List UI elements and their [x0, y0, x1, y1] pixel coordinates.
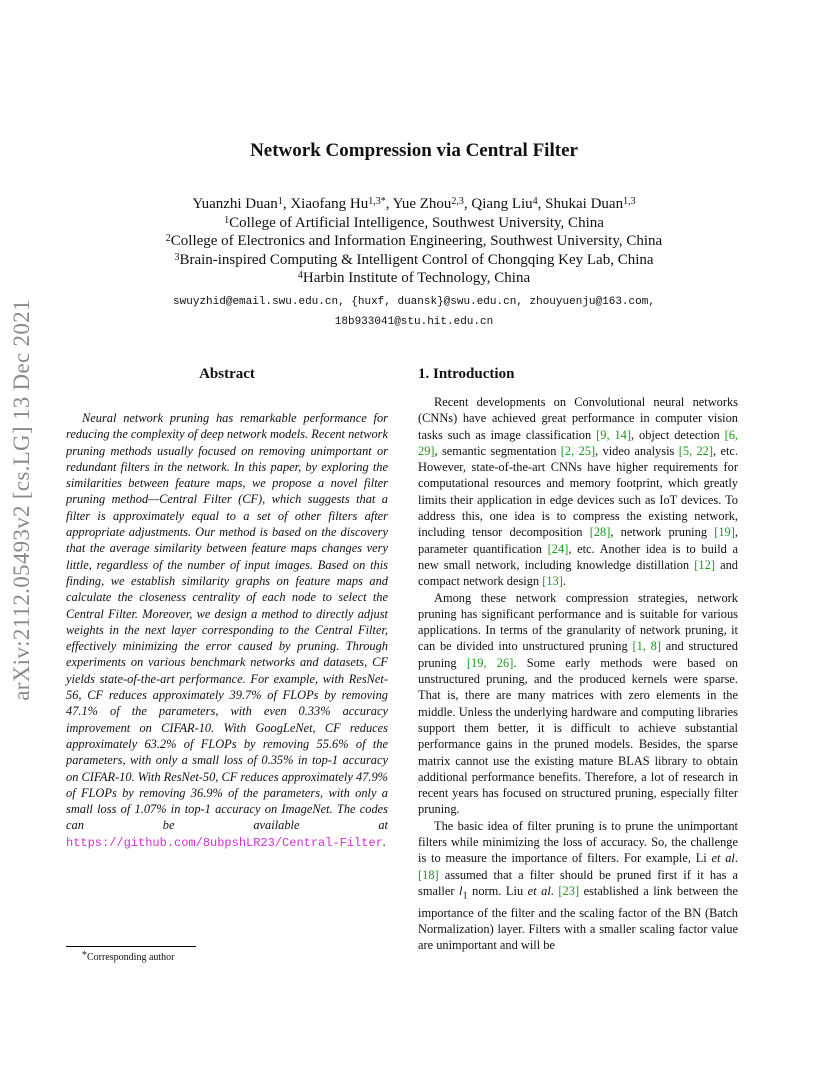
citation-link[interactable]: [18]	[418, 867, 439, 882]
affil-sup: 3	[174, 251, 180, 263]
email-line-2: 18b933041@stu.hit.edu.cn	[334, 316, 494, 328]
intro-paragraph-3: The basic idea of filter pruning is to prune the unimportant filters while minimizing the loss of accuracy. So, the challenge is to measure the importance of filters. For example, Li et al. [18] assumed that a filter should be pruned first if it has a smaller $l_1$ norm. Liu et al. [23] established a link between the importance of the filter and the scaling factor of the BN (Batch Normalization) layer. Filters with a smaller scaling factor value are unimportant and will be	[418, 818, 738, 953]
author-affil-sup: 1	[277, 196, 283, 207]
author-name: Yuanzhi Duan	[192, 196, 278, 212]
citation-link[interactable]: [13]	[542, 574, 563, 589]
subscript: 1	[462, 890, 468, 902]
affiliations	[0, 214, 828, 288]
citation-link[interactable]: [23]	[558, 883, 580, 898]
affiliation-line	[0, 269, 828, 288]
affil-sup: 1	[224, 214, 230, 226]
emphasis: l	[459, 883, 463, 898]
abstract-end: .	[382, 834, 386, 849]
citation-link[interactable]: [5, 22]	[678, 443, 713, 458]
author-block	[0, 195, 828, 288]
footnote-mark: *	[82, 950, 87, 961]
arxiv-sidebar-stamp	[2, 299, 42, 701]
intro-paragraph-1: Recent developments on Convolutional neural networks (CNNs) have achieved great performance in computer vision tasks such as image classification [9, 14], object detection [6, 29], semantic segmentation [2, 25], video analysis [5, 22], etc. However, state-of-the-art CNNs have higher requirements for computational resources and memory footprint, which greatly limits their application in edge devices such as IoT devices. To address this, one idea is to compress the existing network, including tensor decomposition [28], network pruning [19], parameter quantification [24], etc. Another idea is to build a new small network, including knowledge distillation [12] and compact network design [13].	[418, 395, 739, 589]
citation-link[interactable]: [1, 8]	[632, 639, 662, 654]
abstract-text: Neural network pruning has remarkable performance for reducing the complexity of deep network models. Recent network pruning methods usually focused on removing unimportant or redundant filters in the network. In this paper, by exploring the similarities between feature maps, we propose a novel filter pruning method—Central Filter (CF), which suggests that a filter is approximately equal to a set of other filters after appropriate adjustments. Our method is based on the discovery that the average similarity between feature maps changes very little, regardless of the number of input images. Based on this finding, we establish similarity graphs on feature maps and calculate the closeness centrality of each node to select the Central Filter. Moreover, we design a method to directly adjust weights in the next layer corresponding to the Central Filter, effectively minimizing the error caused by pruning. Through experiments on various benchmark networks and datasets, CF yields state-of-the-art performance. For example, with ResNet-56, CF reduces approximately 39.7% of FLOPs by removing 47.1% of the parameters, with even 0.33% accuracy improvement on CIFAR-10. With GoogLeNet, CF reduces approximately 63.2% of FLOPs by removing 55.6% of the parameters, with only a small loss of 0.35% in top-1 accuracy on CIFAR-10. With ResNet-50, CF reduces approximately 47.9% of FLOPs by removing 36.9% of the parameters, with only a small loss of 1.07% in top-1 accuracy on ImageNet. The codes can be available at	[66, 411, 388, 833]
paper-title: Network Compression via Central Filter	[250, 140, 578, 161]
code-link[interactable]: https://github.com/8ubpshLR23/Central-Filter	[66, 835, 383, 850]
author-name: Shukai Duan	[545, 196, 624, 212]
footnote-rule	[66, 946, 196, 947]
author-affil-sup: 4	[532, 196, 538, 207]
abstract-body	[66, 410, 388, 851]
author-affil-sup: 2,3	[451, 196, 464, 207]
author-name: Yue Zhou	[392, 196, 452, 212]
affiliation-line	[0, 232, 828, 251]
author-list: Yuanzhi Duan$^1$, Xiaofang $Hu^{1,3*}$, Yue Zhou$^{2,3}$, Qiang Liu$^4$, Shukai Duan$^{1,3}$	[192, 196, 636, 212]
affil-text: Harbin Institute of Technology, China	[302, 270, 531, 286]
author-affil-sup: 1,3	[623, 196, 636, 207]
citation-link[interactable]: [24]	[547, 541, 569, 556]
citation-link[interactable]: [19]	[714, 525, 735, 540]
affil-sup: 2	[165, 233, 171, 244]
affiliation-line	[0, 214, 828, 233]
intro-body	[418, 394, 738, 954]
intro-heading: 1. Introduction	[418, 366, 515, 382]
footnote	[66, 952, 175, 963]
citation-link[interactable]: [9, 14]	[596, 427, 631, 442]
citation-link[interactable]: [12]	[694, 557, 715, 572]
citation-link[interactable]: [28]	[589, 525, 611, 540]
intro-paragraph-2: Among these network compression strategies, network pruning has significant performance and is suitable for various applications. In terms of the granularity of network pruning, it can be divided into unstructured pruning [1, 8] and structured pruning [19, 26]. Some early methods were based on unstructured pruning, and the produced kernels were sparse. That is, there are many matrices with zero elements in the middle. Unless the underlying hardware and computing libraries support them better, it is difficult to achieve substantial performance gains in the pruned models. Besides, the sparse matrix cannot use the existing mature BLAS library to obtain additional performance benefits. Therefore, a lot of research in recent years has focused on structured pruning, especially filter pruning.	[418, 590, 739, 817]
emphasis: et al	[527, 883, 551, 898]
citation-link[interactable]: [2, 25]	[560, 443, 596, 458]
arxiv-id: arXiv:2112.05493v2 [cs.LG] 13 Dec 2021	[9, 299, 34, 701]
author-name: Xiaofang Hu	[290, 196, 369, 212]
citation-link[interactable]: [19, 26]	[466, 655, 514, 670]
affil-text: Brain-inspired Computing & Intelligent Control of Chongqing Key Lab, China	[179, 251, 654, 268]
abstract-heading: Abstract	[199, 366, 255, 382]
citation-link[interactable]: [6, 29]	[418, 427, 738, 458]
footnote-text: Corresponding author	[87, 952, 175, 963]
abstract-paragraph	[66, 410, 388, 851]
email-block	[0, 292, 828, 332]
author-name: Qiang Liu	[471, 196, 533, 212]
affil-sup: 4	[297, 270, 303, 281]
emphasis: et al	[711, 851, 735, 866]
affil-text: College of Artificial Intelligence, Southwest University, China	[229, 214, 604, 231]
affiliation-line	[0, 251, 828, 270]
affil-text: College of Electronics and Information Engineering, Southwest University, China	[170, 233, 663, 249]
author-affil-sup: 1,3*	[368, 196, 386, 207]
email-line-1: swuyzhid@email.swu.edu.cn, {huxf, duansk}@swu.edu.cn, zhouyuenju@163.com,	[173, 296, 655, 308]
